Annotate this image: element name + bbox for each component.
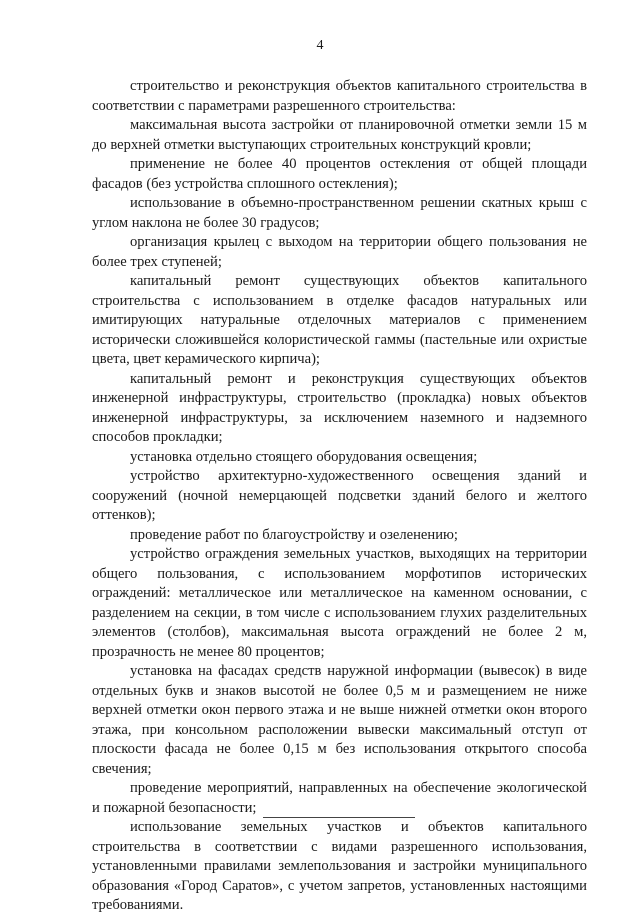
paragraph: использование земельных участков и объектов капитального строительства в соответствии с видами разрешенного использования, установленными правилами землепользования и застройки муниципального образования «Город Саратов», с учетом запретов, установленных настоящими требованиями.	[92, 819, 587, 913]
paragraph: использование в объемно-пространственном решении скатных крыш с углом наклона не более 30 градусов;	[92, 195, 587, 231]
paragraph: проведение работ по благоустройству и озеленению;	[130, 526, 458, 543]
paragraph: устройство архитектурно-художественного освещения зданий и сооружений (ночной немерцающей подсветки зданий белого и желтого оттенков);	[92, 468, 587, 523]
end-separator-line	[263, 817, 415, 818]
paragraph: организация крылец с выходом на территории общего пользования не более трех ступеней;	[92, 234, 587, 270]
paragraph: устройство ограждения земельных участков, выходящих на территории общего пользования, с использованием морфотипов исторических ограждений: металлическое или металлическое на каменном основании, с разделением на секции, в том числе с использованием глухих разделительных элементов (столбов), максимальная высота ограждений не более 2 м, прозрачность не менее 80 процентов;	[92, 546, 587, 660]
paragraph: установка отдельно стоящего оборудования освещения;	[130, 448, 478, 465]
paragraph: максимальная высота застройки от планировочной отметки земли 15 м до верхней отметки выступающих строительных конструкций кровли;	[92, 117, 587, 153]
paragraph: капитальный ремонт существующих объектов капитального строительства с использованием в отделке фасадов натуральных или имитирующих натуральные отделочных материалов с применением исторически сложившейся колористической гаммы (пастельные или охристые цвета, цвет керамического кирпича);	[92, 273, 587, 367]
paragraph: проведение мероприятий, направленных на обеспечение экологической и пожарной безопасности;	[92, 780, 587, 816]
document-body	[92, 77, 587, 916]
paragraph: капитальный ремонт и реконструкция существующих объектов инженерной инфраструктуры, строительство (прокладка) новых объектов инженерной инфраструктуры, за исключением наземного и надземного способов прокладки;	[92, 370, 587, 445]
paragraph: строительство и реконструкция объектов капитального строительства в соответствии с параметрами разрешенного строительства:	[92, 78, 587, 114]
paragraph: установка на фасадах средств наружной информации (вывесок) в виде отдельных букв и знаков высотой не более 0,5 м и размещением не ниже верхней отметки окон первого этажа и не выше нижней отметки окон второго этажа, при консольном расположении вывески максимальный отступ от плоскости фасада не более 0,15 м без использования открытого способа свечения;	[92, 663, 587, 777]
page-number: 4	[316, 38, 324, 53]
paragraph: применение не более 40 процентов остекления от общей площади фасадов (без устройства сплошного остекления);	[92, 156, 587, 192]
